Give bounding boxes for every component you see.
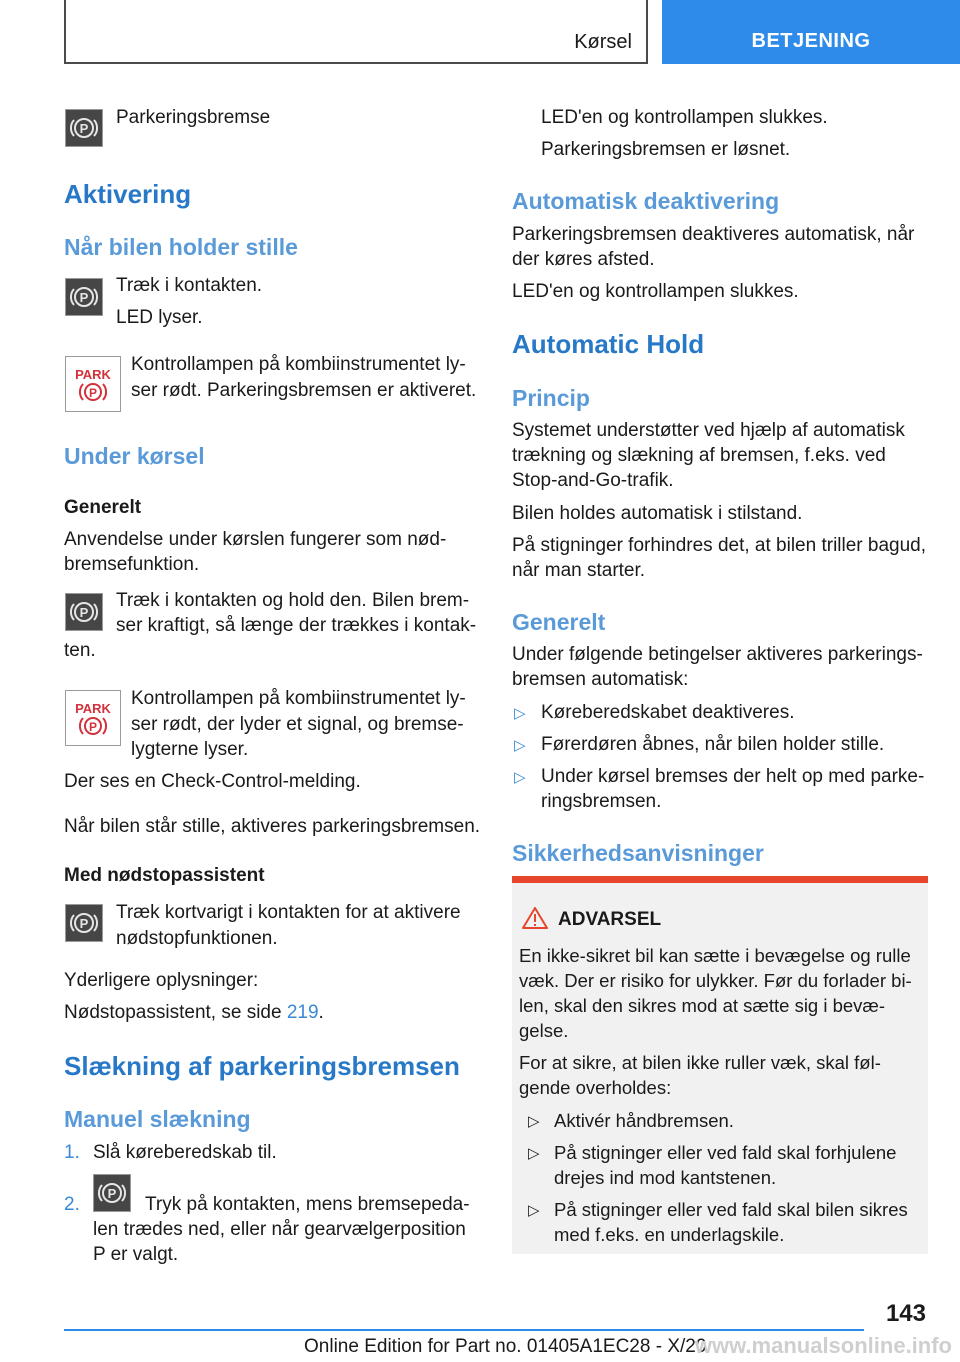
- heading-general: Generelt: [64, 497, 142, 518]
- list-item: Under kørsel bremses der helt op med parke-: [541, 766, 925, 787]
- warning-list-item: På stigninger eller ved fald skal bilen sikres: [554, 1199, 908, 1220]
- park-indicator-icon: [65, 690, 121, 746]
- warning-list-item: På stigninger eller ved fald skal forhjulene: [554, 1142, 897, 1163]
- parking-brake-label: Parkeringsbremse: [116, 107, 271, 128]
- warning-box: [512, 876, 928, 1254]
- step-number: 1.: [64, 1142, 80, 1163]
- heading-principle: Princip: [512, 385, 590, 411]
- heading-assist: Med nødstopassistent: [64, 865, 265, 886]
- text-check-control: Der ses en Check-Control-melding.: [64, 771, 361, 792]
- step-text: P er valgt.: [93, 1244, 179, 1265]
- text-indicator-red: Kontrollampen på kombiinstrumentet ly-: [131, 354, 466, 375]
- text-led-off: LED'en og kontrollampen slukkes.: [512, 281, 799, 302]
- header-chapter-box: [662, 0, 960, 64]
- page-number: 143: [885, 1300, 926, 1327]
- text-emergency: bremsefunktion.: [64, 554, 200, 575]
- bullet-triangle-icon: ▷: [514, 705, 526, 722]
- heading-release: Slækning af parkeringsbremsen: [64, 1051, 460, 1081]
- text-held-auto: Bilen holdes automatisk i stilstand.: [512, 503, 803, 524]
- text-brief-pull: nødstopfunktionen.: [116, 928, 278, 949]
- warning-list-item: Aktivér håndbremsen.: [554, 1110, 734, 1131]
- header-chapter-title: BETJENING: [751, 30, 871, 52]
- parking-brake-icon: [65, 109, 103, 147]
- text-emergency: Anvendelse under kørslen fungerer som nød-: [64, 529, 447, 550]
- text-pull-hold: ten.: [64, 640, 96, 661]
- text-auto-deactivation: Parkeringsbremsen deaktiveres automatisk, når: [512, 224, 915, 245]
- warning-triangle-icon: [522, 907, 548, 934]
- text-pull-switch: Træk i kontakten.: [116, 275, 263, 296]
- text-signal: Kontrollampen på kombiinstrumentet ly-: [131, 688, 466, 709]
- warning-text: gelse.: [519, 1020, 569, 1041]
- warning-list-item: med f.eks. en underlagskile.: [554, 1224, 785, 1245]
- warning-text: gende overholdes:: [519, 1077, 672, 1098]
- footer-edition: Online Edition for Part no. 01405A1EC28 - X/20: [304, 1336, 707, 1357]
- heading-general-right: Generelt: [512, 609, 606, 635]
- text-conditions: Under følgende betingelser aktiveres parkerings-: [512, 644, 923, 665]
- svg-text:P: P: [79, 290, 89, 305]
- text-brief-pull: Træk kortvarigt i kontakten for at aktivere: [116, 902, 461, 923]
- text-conditions: bremsen automatisk:: [512, 669, 689, 690]
- svg-text:P: P: [79, 916, 89, 931]
- footer-divider: [64, 1329, 864, 1331]
- text-principle: Stop-and-Go-trafik.: [512, 470, 674, 491]
- warning-text: For at sikre, at bilen ikke ruller væk, skal føl-: [519, 1052, 881, 1073]
- bullet-triangle-icon: ▷: [514, 769, 526, 786]
- parking-brake-icon: [65, 904, 103, 942]
- warning-list-item: drejes ind mod kantstenen.: [554, 1167, 777, 1188]
- bullet-triangle-icon: ▷: [528, 1202, 540, 1219]
- parking-brake-icon: [65, 278, 103, 316]
- list-item: ringsbremsen.: [541, 791, 662, 812]
- warning-text: En ikke-sikret bil kan sætte i bevægelse og rulle: [519, 945, 911, 966]
- text-reference: Nødstopassistent, se side 219.: [64, 1002, 324, 1023]
- svg-text:P: P: [79, 605, 89, 620]
- text-standstill: Når bilen står stille, aktiveres parkeringsbremsen.: [64, 816, 481, 837]
- warning-title: ADVARSEL: [558, 909, 662, 930]
- step-text: len trædes ned, eller når gearvælgerposition: [93, 1219, 466, 1240]
- warning-text: len, skal den sikres mod at sætte sig i bevæ-: [519, 995, 886, 1016]
- step-text: Tryk på kontakten, mens bremsepeda-: [145, 1194, 470, 1215]
- list-item: Køreberedskabet deaktiveres.: [541, 702, 795, 723]
- heading-automatic-hold: Automatic Hold: [512, 329, 705, 359]
- step-text: Slå køreberedskab til.: [93, 1142, 277, 1163]
- svg-text:PARK: PARK: [75, 367, 111, 382]
- park-indicator-icon: [65, 356, 121, 412]
- heading-driving: Under kørsel: [64, 443, 205, 469]
- text-released: Parkeringsbremsen er løsnet.: [541, 139, 791, 160]
- header-section-box: [64, 0, 648, 64]
- heading-activation: Aktivering: [64, 179, 192, 209]
- text-principle: trækning og slækning af bremsen, f.eks. ved: [512, 445, 886, 466]
- svg-text:P: P: [79, 121, 89, 136]
- text-principle: Systemet understøtter ved hjælp af automatisk: [512, 420, 905, 441]
- text-led-on: LED lyser.: [116, 307, 203, 328]
- text-pull-hold: ser kraftigt, så længe der trækkes i kontak-: [116, 615, 477, 636]
- heading-manual: Manuel slækning: [64, 1106, 251, 1132]
- text-led-off: LED'en og kontrollampen slukkes.: [541, 107, 828, 128]
- text-auto-deactivation: der køres afsted.: [512, 249, 655, 270]
- text-slope: På stigninger forhindres det, at bilen triller bagud,: [512, 535, 927, 556]
- header-section-title: Kørsel: [574, 31, 632, 53]
- heading-stationary: Når bilen holder stille: [64, 234, 298, 260]
- svg-text:PARK: PARK: [75, 701, 111, 716]
- svg-text:P: P: [88, 386, 98, 400]
- text-pull-hold: Træk i kontakten og hold den. Bilen brem-: [116, 590, 470, 611]
- list-item: Førerdøren åbnes, når bilen holder stille.: [541, 734, 885, 755]
- text-more-info: Yderligere oplysninger:: [64, 970, 259, 991]
- heading-safety: Sikkerhedsanvisninger: [512, 840, 764, 866]
- text-signal: lygterne lyser.: [131, 739, 249, 760]
- page-reference-link[interactable]: 219: [286, 1002, 319, 1023]
- text-slope: når man starter.: [512, 560, 646, 581]
- text-signal: ser rødt, der lyder et signal, og bremse-: [131, 714, 464, 735]
- heading-auto-deactivation: Automatisk deaktivering: [512, 188, 780, 214]
- bullet-triangle-icon: ▷: [528, 1145, 540, 1162]
- footer-watermark: www.manualsonline.info: [694, 1333, 952, 1358]
- step-number: 2.: [64, 1194, 80, 1215]
- bullet-triangle-icon: ▷: [528, 1113, 540, 1130]
- parking-brake-icon: [65, 593, 103, 631]
- svg-text:P: P: [107, 1186, 117, 1201]
- warning-text: væk. Der er risiko for ulykker. Før du forlader bi-: [519, 970, 912, 991]
- svg-text:P: P: [88, 720, 98, 734]
- parking-brake-icon: [93, 1174, 131, 1212]
- bullet-triangle-icon: ▷: [514, 737, 526, 754]
- text-indicator-red: ser rødt. Parkeringsbremsen er aktiveret.: [131, 380, 477, 401]
